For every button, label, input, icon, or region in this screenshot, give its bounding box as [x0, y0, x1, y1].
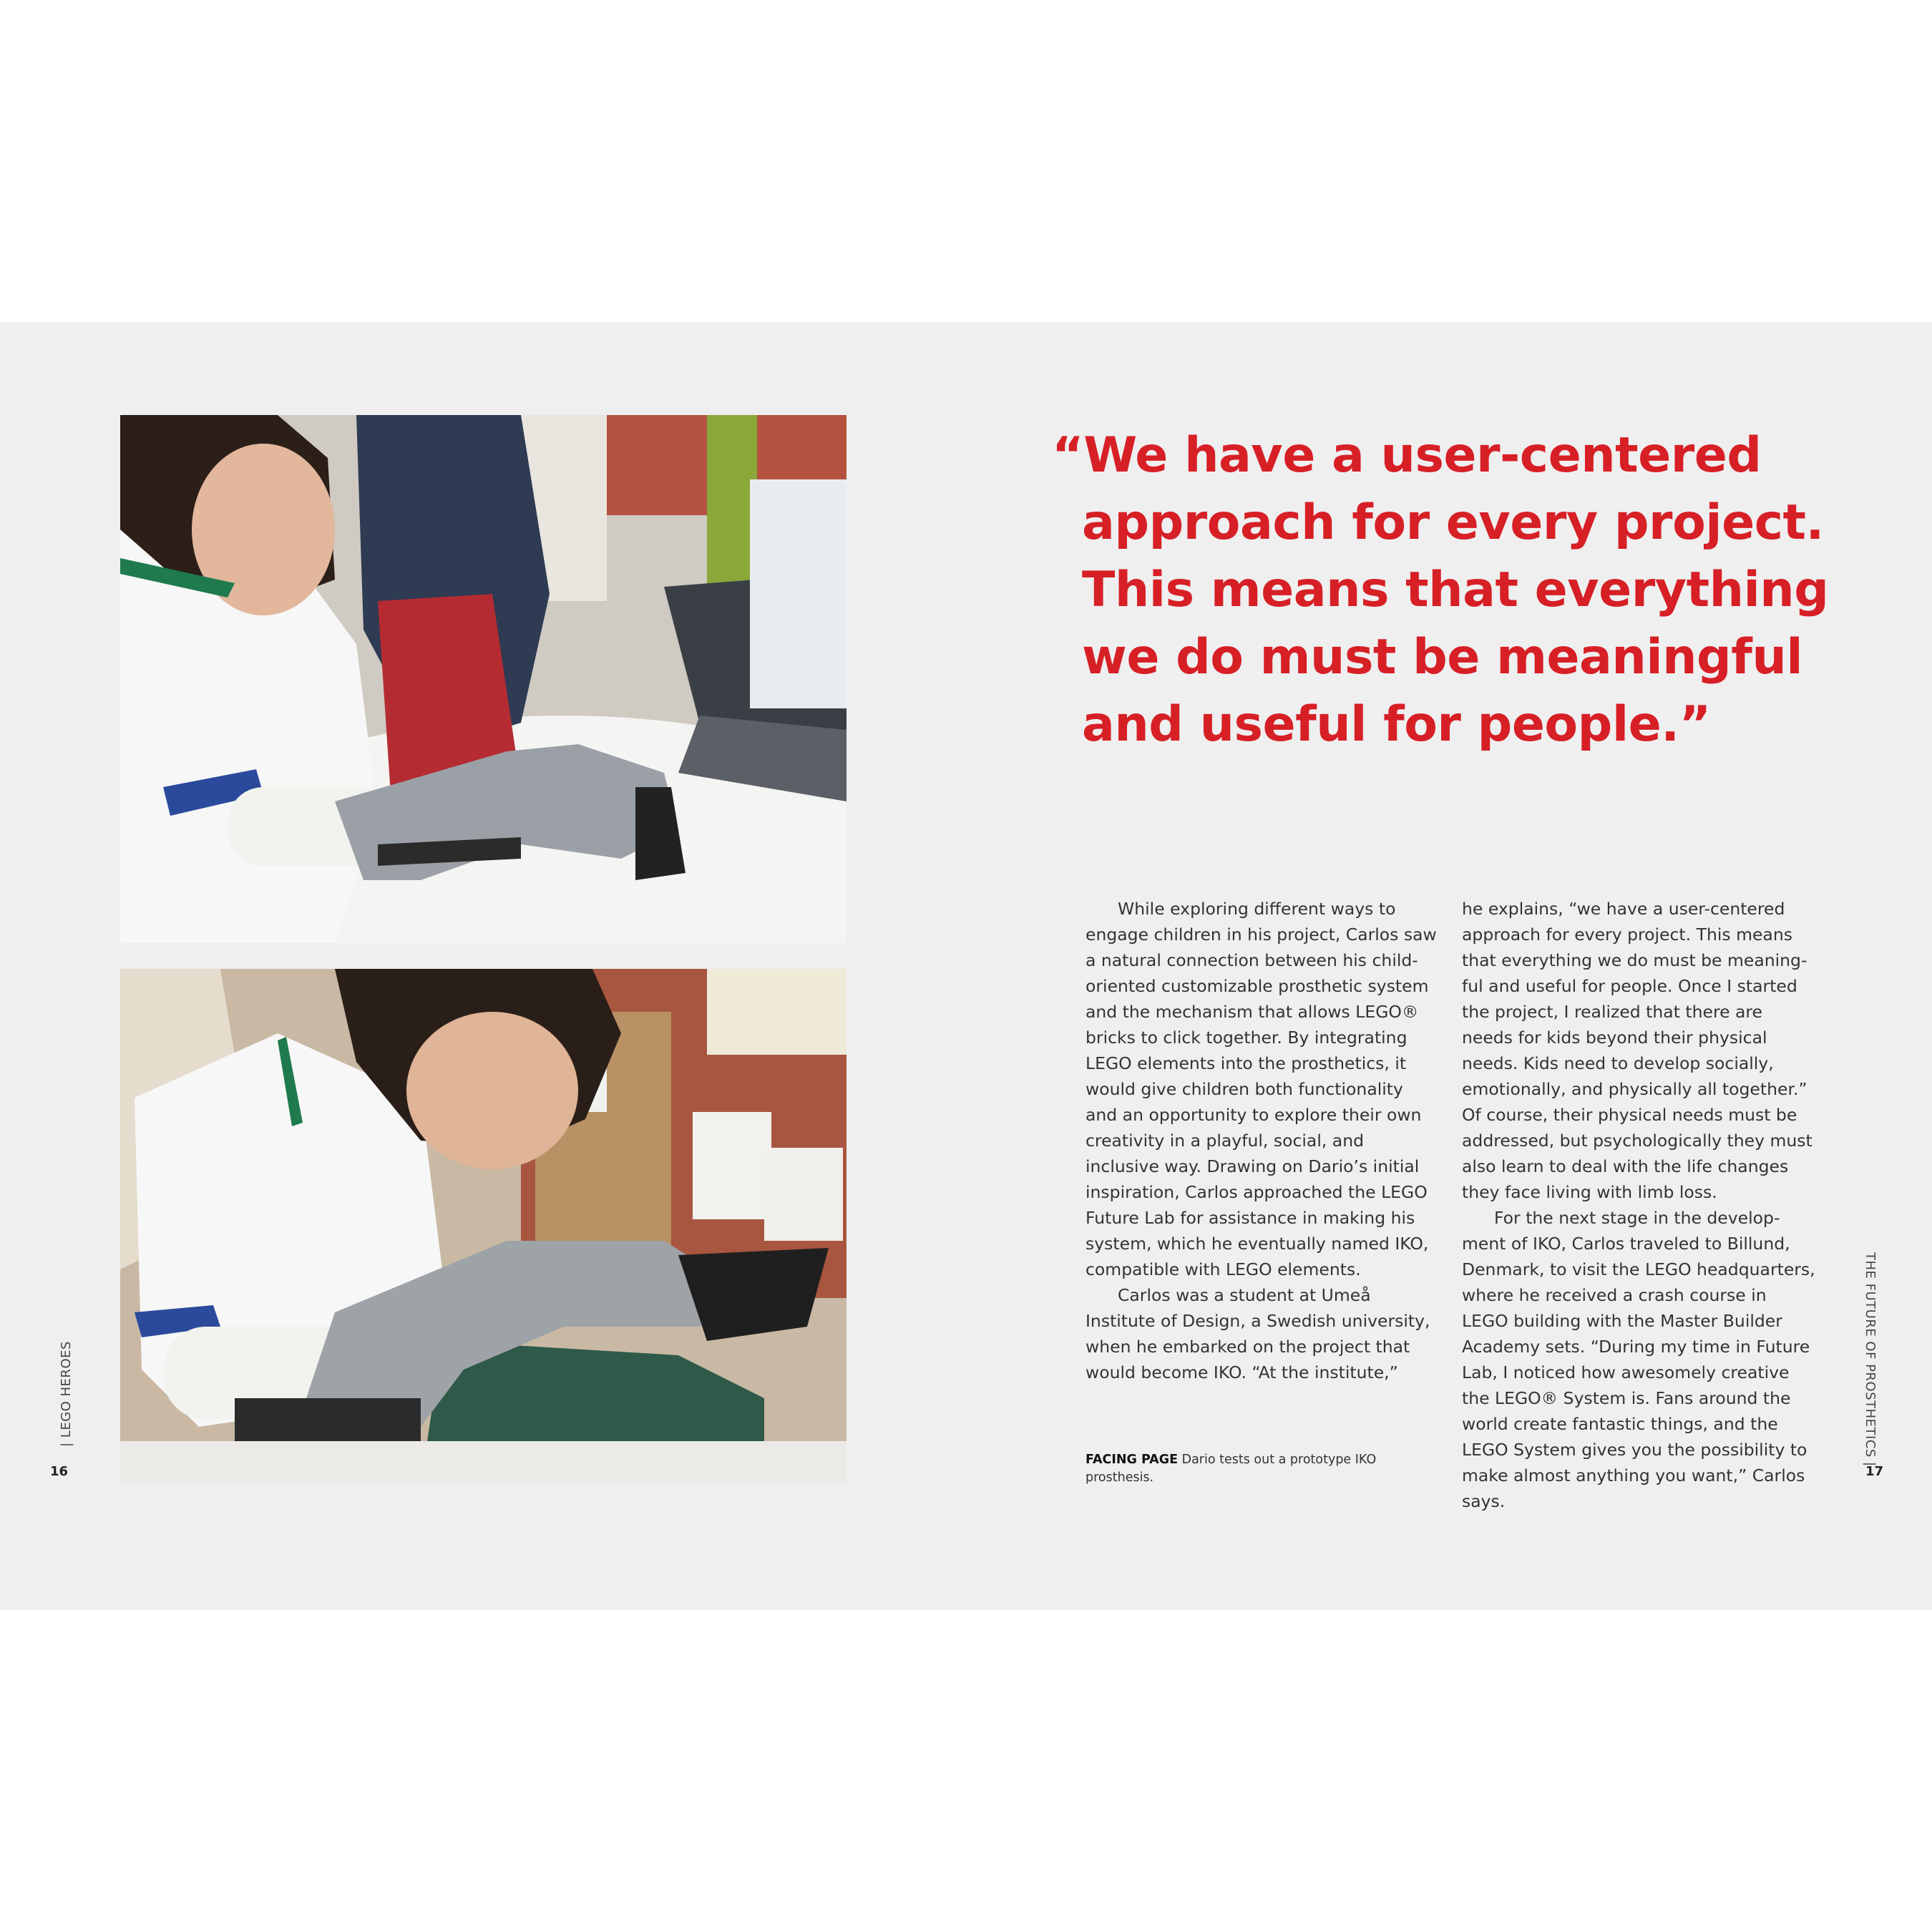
running-head-right: THE FUTURE OF PROSTHETICS | [1863, 1252, 1878, 1467]
running-head-left: | LEGO HEROES [59, 1341, 74, 1447]
pull-quote: “We have a user-centered approach for every project. This means that everything we do must be meaningful and useful for people.” [1052, 427, 1829, 753]
caption-text: Dario tests out a prototype IKO prosthesis. [1085, 1453, 1377, 1485]
caption-label: FACING PAGE [1085, 1453, 1179, 1467]
photo-caption [1085, 1451, 1422, 1487]
body-column-left [1085, 896, 1440, 1385]
body-paragraph: For the next stage in the develop-ment of IKO, Carlos traveled to Billund, Denmark, to visit the LEGO headquarters, where he received a crash course in LEGO building with the Master Builder Academy sets. “During my time in Future Lab, I noticed how awesomely creative the LEGO® System is. Fans around the world create fantastic things, and the LEGO System gives you the possibility to make almost anything you want,” Carlos says. [1462, 1208, 1815, 1511]
body-paragraph: he explains, “we have a user-centered approach for every project. This means that everything we do must be meaning-ful and useful for people. Once I started the project, I realized that there are needs for kids beyond their physical needs. Kids need to develop socially, emotionally, and physically all together.” Of course, their physical needs must be addressed, but psychologically they must also learn to deal with the life changes they face living with limb loss. [1462, 899, 1813, 1202]
book-spread [0, 322, 1932, 1610]
body-paragraph: While exploring different ways to engage children in his project, Carlos saw a natural connection between his child-oriented customizable prosthetic system and the mechanism that allows LEGO® bricks to click together. By integrating LEGO elements into the prosthetics, it would give children both functionality and an opportunity to explore their own creativity in a playful, social, and inclusive way. Drawing on Dario’s initial inspiration, Carlos approached the LEGO Future Lab for assistance in making his system, which he eventually named IKO, compatible with LEGO elements. [1085, 899, 1437, 1279]
body-column-right [1462, 896, 1816, 1514]
page-number-right: 17 [1865, 1464, 1884, 1479]
body-paragraph: Carlos was a student at Umeå Institute of Design, a Swedish university, when he embarked on the project that would become IKO. “At the institute,” [1085, 1285, 1430, 1382]
photo-boy-building-lego-arm [120, 969, 847, 1484]
photo-boy-with-prosthesis-at-table [120, 415, 847, 943]
page-number-left: 16 [50, 1464, 69, 1479]
